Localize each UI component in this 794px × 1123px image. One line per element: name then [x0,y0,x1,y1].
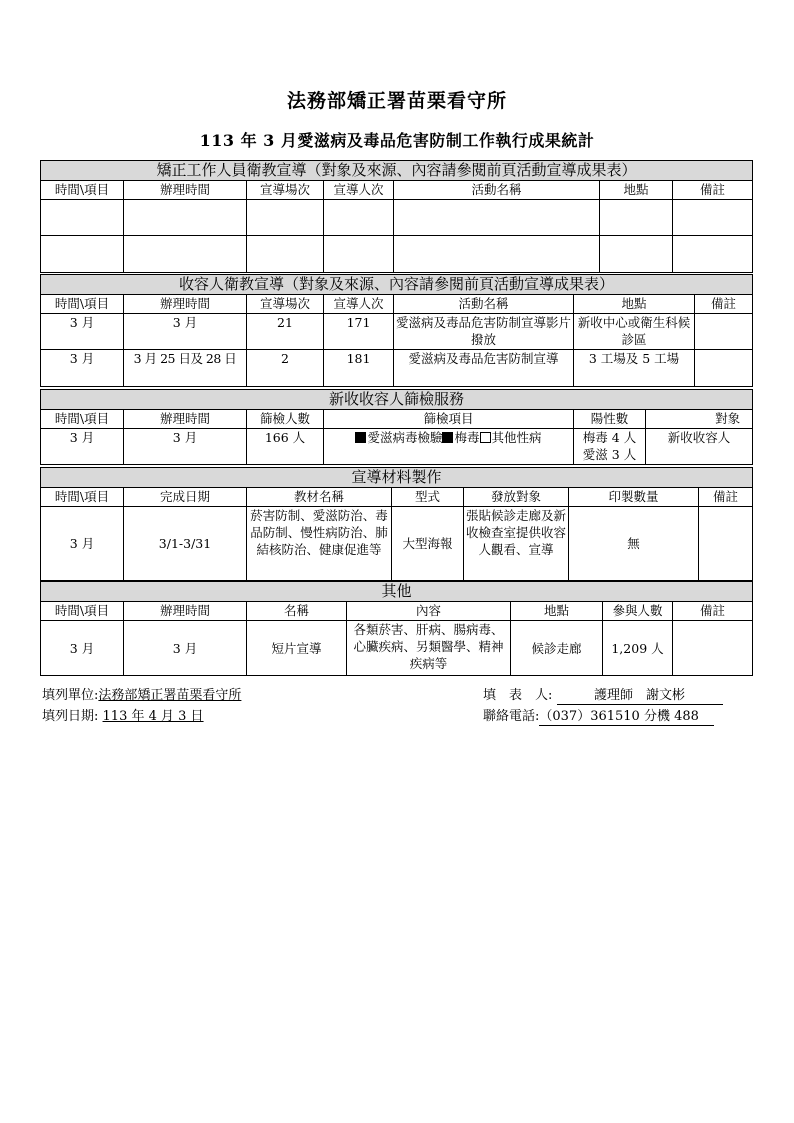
empty-cell [124,236,247,273]
period-cell: 3 月 [41,314,124,350]
header-cell: 辦理時間 [124,410,247,429]
header-cell: 備註 [695,295,753,314]
header-cell: 宣導場次 [247,181,324,200]
header-cell: 地點 [600,181,673,200]
empty-cell [324,236,394,273]
header-cell: 地點 [574,295,695,314]
header-cell: 辦理時間 [124,181,247,200]
empty-cell [673,200,753,236]
screening-items-cell [324,429,574,465]
header-cell: 陽性數 [574,410,646,429]
staff-education-table [40,160,753,273]
note-cell [695,350,753,387]
header-cell: 印製數量 [569,488,699,507]
materials-title: 宣導材料製作 [41,468,753,488]
header-cell: 地點 [511,602,603,621]
positive-syphilis: 梅毒 4 人 [582,430,637,445]
activity-cell: 愛滋病及毒品危害防制宣導影片撥放 [394,314,574,350]
time-cell: 3 月 [124,314,247,350]
header-cell: 宣導場次 [247,295,324,314]
reporting-unit-label: 填列單位: [42,688,99,703]
distribution-target-cell: 張貼候診走廊及新收檢查室提供收容人觀看、宣導 [464,507,569,581]
screening-title: 新收收容人篩檢服務 [41,390,753,410]
header-cell: 時間\項目 [41,181,124,200]
other-title: 其他 [41,582,753,602]
quantity-cell: 無 [569,507,699,581]
header-cell: 活動名稱 [394,181,600,200]
header-cell: 型式 [392,488,464,507]
filler-value: 護理師 謝文彬 [557,688,723,705]
header-cell: 時間\項目 [41,488,124,507]
table-row [41,350,753,387]
activity-name-cell: 短片宣導 [247,621,347,676]
empty-cell [394,236,600,273]
contact-phone-label: 聯絡電話: [483,709,540,724]
unchecked-checkbox [480,432,491,443]
period-cell: 3 月 [41,621,124,676]
screening-item-label: 愛滋病毒檢驗 [367,430,443,445]
org-title: 法務部矯正署苗栗看守所 [286,90,507,112]
header-cell: 時間\項目 [41,410,124,429]
period-cell: 3 月 [41,507,124,581]
header-cell: 活動名稱 [394,295,574,314]
attendees-cell: 181 [324,350,394,387]
period-cell: 3 月 [41,350,124,387]
reporting-unit-value: 法務部矯正署苗栗看守所 [98,688,242,703]
header-cell: 備註 [699,488,753,507]
empty-cell [41,236,124,273]
header-cell: 完成日期 [124,488,247,507]
screening-item-label: 梅毒 [454,430,480,445]
header-cell: 發放對象 [464,488,569,507]
header-cell: 時間\項目 [41,602,124,621]
table-row [41,507,753,581]
table-row [41,314,753,350]
header-cell: 內容 [347,602,511,621]
time-cell: 3 月 [124,621,247,676]
attendees-cell: 171 [324,314,394,350]
header-cell: 宣導人次 [324,295,394,314]
filler [483,684,723,705]
report-title: 113 年 3 月愛滋病及毒品危害防制工作執行成果統計 [199,131,595,150]
checked-checkbox [442,432,453,443]
inmate-education-title: 收容人衛教宣導（對象及來源、內容請參閱前頁活動宣導成果表） [41,275,753,295]
empty-cell [394,200,600,236]
empty-cell [673,236,753,273]
note-cell [673,621,753,676]
participants-cell: 1,209 人 [603,621,673,676]
header-cell: 篩檢人數 [247,410,324,429]
sessions-cell: 2 [247,350,324,387]
header-cell: 參與人數 [603,602,673,621]
sessions-cell: 21 [247,314,324,350]
header-cell: 篩檢項目 [324,410,574,429]
contact-phone [483,705,714,726]
header-cell: 時間\項目 [41,295,124,314]
period-cell: 3 月 [41,429,124,465]
staff-education-title: 矯正工作人員衛教宣導（對象及來源、內容請參閱前頁活動宣導成果表） [41,161,753,181]
time-cell: 3 月 [124,429,247,465]
empty-cell [247,236,324,273]
reporting-unit [42,684,241,703]
table-row [41,200,753,236]
materials-table [40,467,753,581]
positive-cell [574,429,646,465]
header-cell: 名稱 [247,602,347,621]
location-cell: 新收中心或衛生科候診區 [574,314,695,350]
count-cell: 166 人 [247,429,324,465]
header-cell: 備註 [673,181,753,200]
table-row [41,429,753,465]
header-cell: 辦理時間 [124,295,247,314]
note-cell [695,314,753,350]
table-row [41,236,753,273]
target-cell: 新收收容人 [646,429,753,465]
empty-cell [41,200,124,236]
checked-checkbox [355,432,366,443]
header-cell: 對象 [646,410,753,429]
screening-table [40,389,753,465]
note-cell [699,507,753,581]
material-name-cell: 菸害防制、愛滋防治、毒品防制、慢性病防治、肺結核防治、健康促進等 [247,507,392,581]
content-cell: 各類菸害、肝病、腸病毒、心臟疾病、另類醫學、精神疾病等 [347,621,511,676]
header-cell: 教材名稱 [247,488,392,507]
report-date [42,705,204,724]
filler-label: 填 表 人: [483,688,553,703]
empty-cell [247,200,324,236]
header-cell: 辦理時間 [124,602,247,621]
time-cell: 3 月 25 日及 28 日 [124,350,247,387]
location-cell: 候診走廊 [511,621,603,676]
empty-cell [124,200,247,236]
header-cell: 備註 [673,602,753,621]
form-cell: 大型海報 [392,507,464,581]
table-row [41,621,753,676]
report-date-label: 填列日期: [42,709,99,724]
report-date-value: 113 年 4 月 3 日 [102,709,204,724]
empty-cell [324,200,394,236]
positive-hiv: 愛滋 3 人 [582,447,637,462]
location-cell: 3 工場及 5 工場 [574,350,695,387]
contact-phone-value: （037）361510 分機 488 [539,709,714,726]
screening-item-label: 其他性病 [491,430,542,445]
empty-cell [600,236,673,273]
activity-cell: 愛滋病及毒品危害防制宣導 [394,350,574,387]
date-cell: 3/1-3/31 [124,507,247,581]
other-table [40,581,753,676]
inmate-education-table [40,274,753,387]
header-cell: 宣導人次 [324,181,394,200]
empty-cell [600,200,673,236]
